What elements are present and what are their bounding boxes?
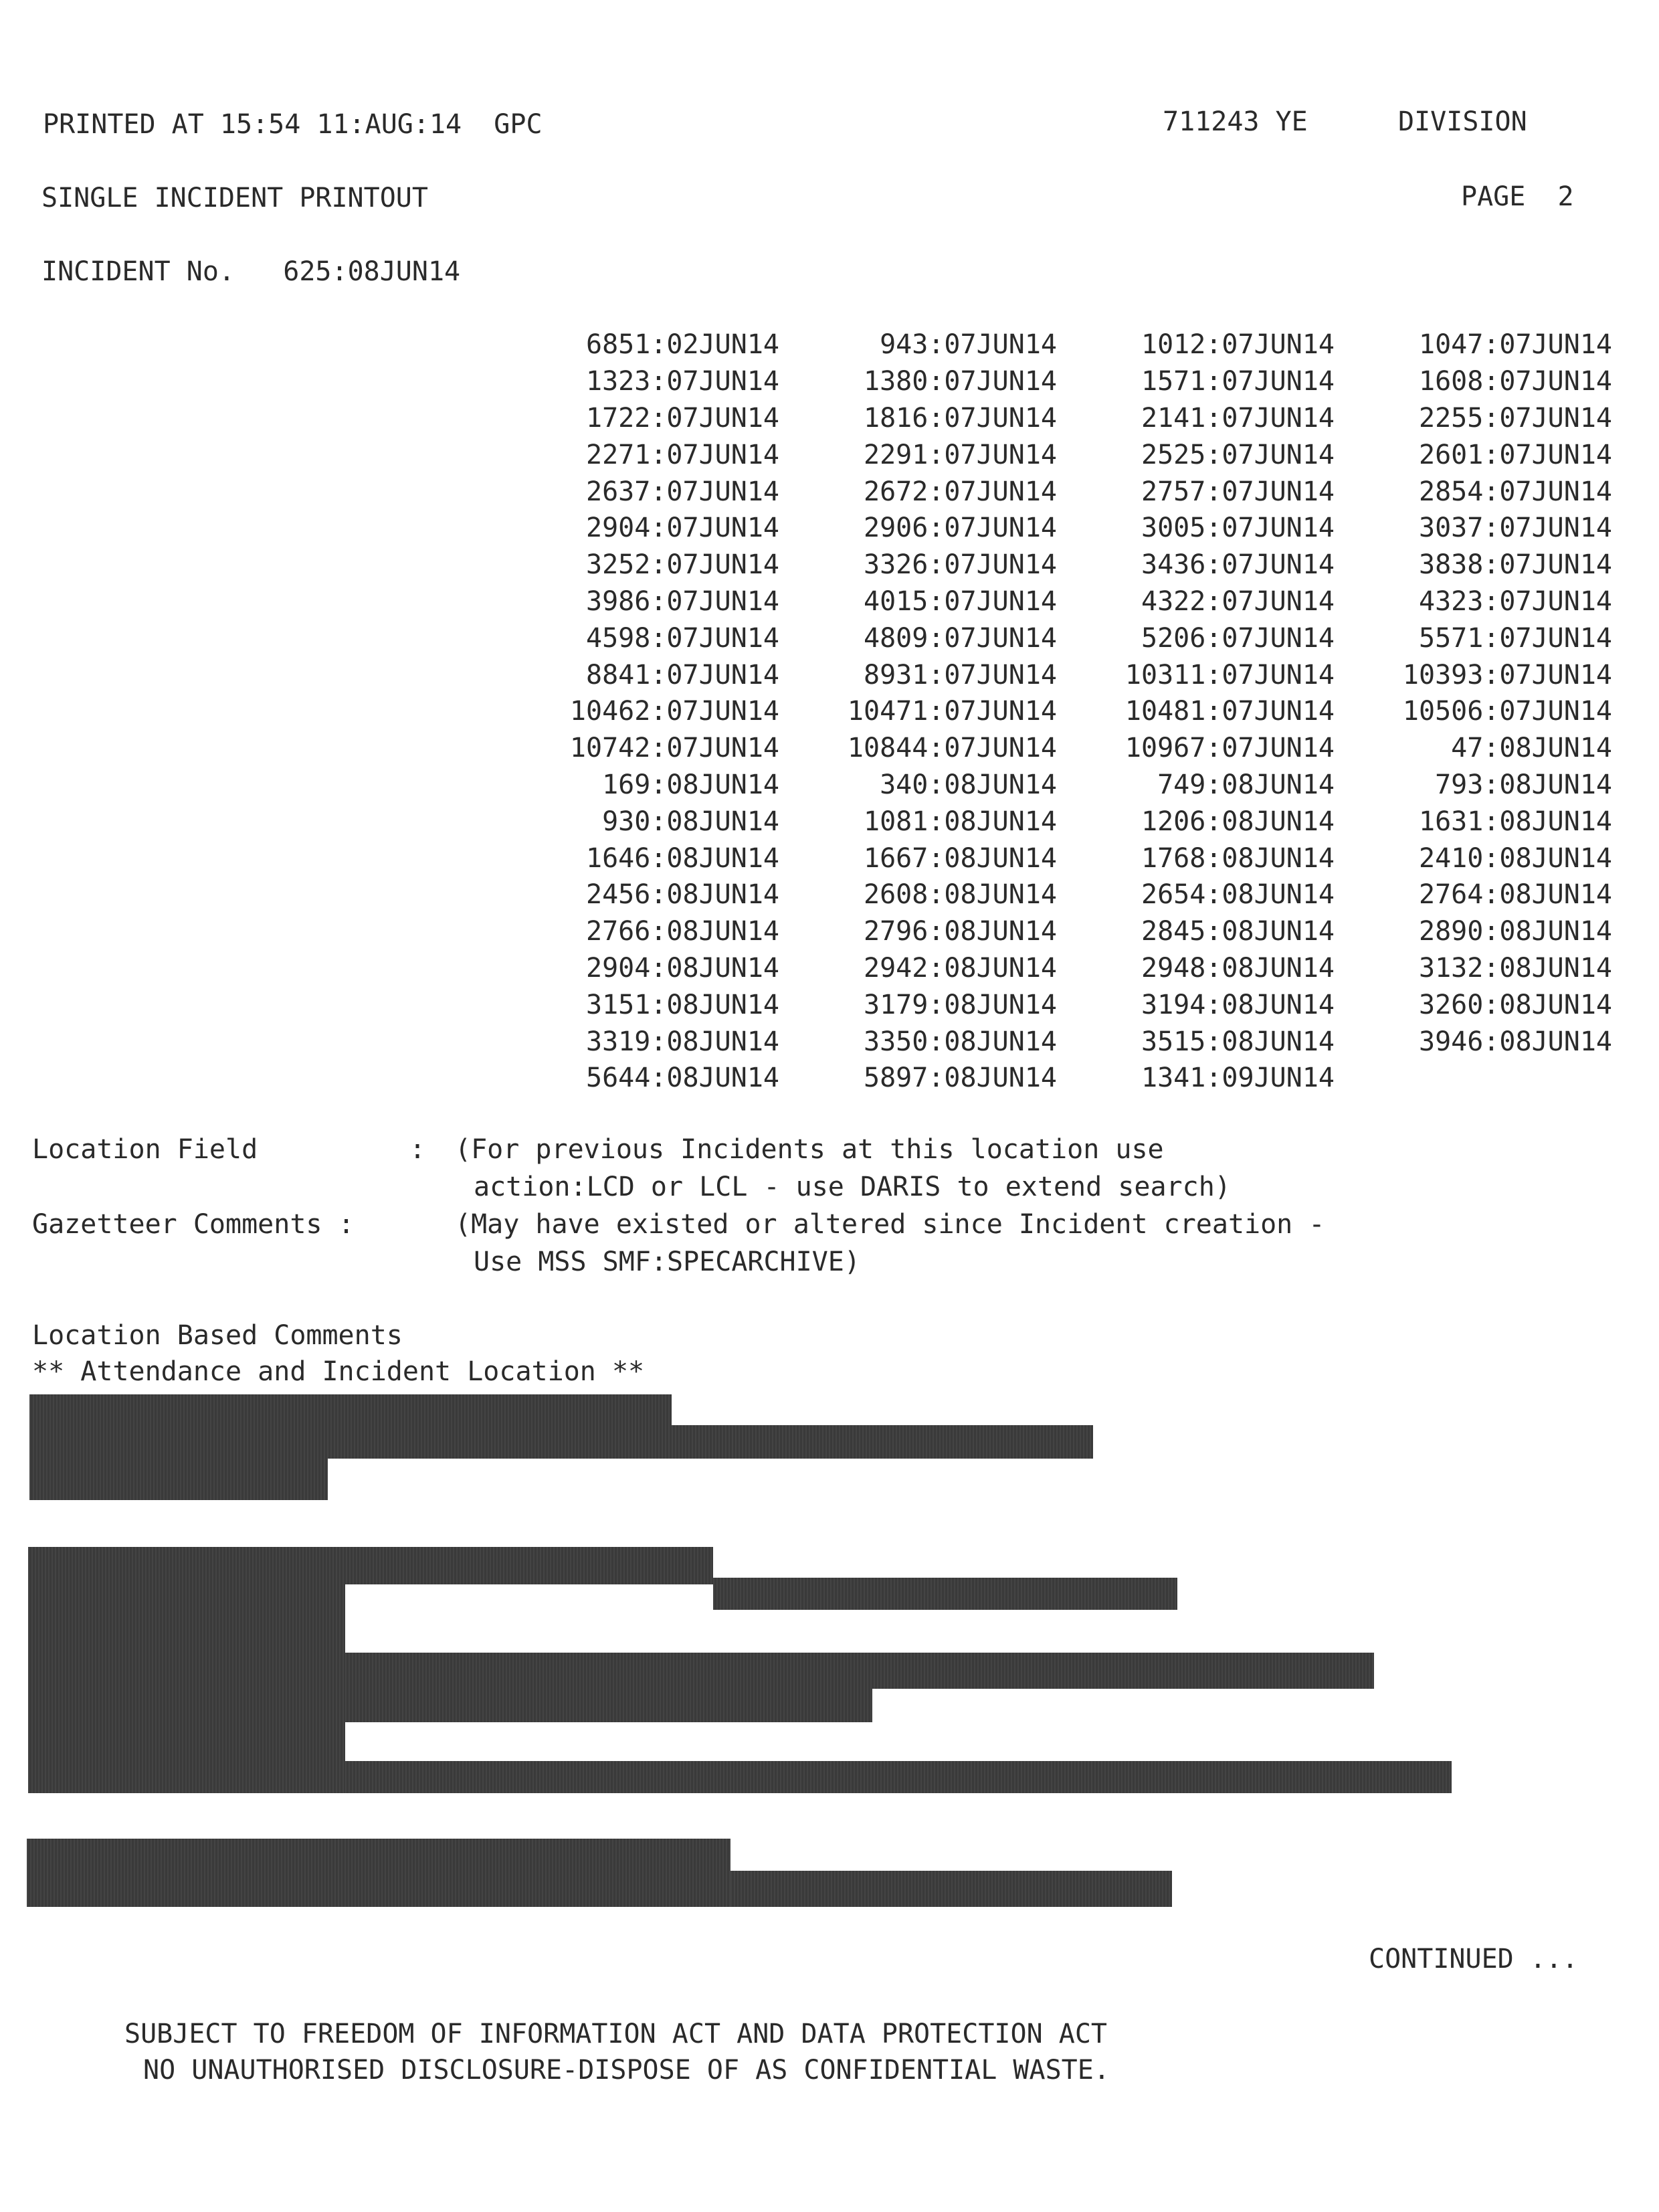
- incident-ref-cell: 10393:07JUN14: [1402, 659, 1612, 690]
- incident-ref-cell: 340:08JUN14: [880, 769, 1057, 800]
- incident-ref-cell: 3260:08JUN14: [1419, 989, 1612, 1020]
- incident-ref-cell: 2904:08JUN14: [586, 952, 779, 984]
- incident-ref-cell: 2271:07JUN14: [586, 439, 779, 470]
- redaction-block: [29, 1459, 328, 1500]
- incident-ref-cell: 1608:07JUN14: [1419, 366, 1612, 397]
- incident-ref-cell: 3350:08JUN14: [864, 1026, 1057, 1057]
- incident-ref-row: [508, 877, 1619, 913]
- incident-ref-cell: 2757:07JUN14: [1141, 476, 1335, 507]
- foi-notice-line1: SUBJECT TO FREEDOM OF INFORMATION ACT AND DATA PROTECTION ACT: [124, 2019, 1108, 2049]
- incident-ref-cell: 10311:07JUN14: [1125, 659, 1335, 690]
- gazetteer-note-line1: (May have existed or altered since Incident creation -: [455, 1209, 1325, 1240]
- incident-ref-cell: 3326:07JUN14: [864, 549, 1057, 581]
- incident-label: INCIDENT No.: [41, 256, 235, 287]
- incident-ref-cell: 2141:07JUN14: [1141, 402, 1335, 434]
- incident-ref-row: [508, 547, 1619, 583]
- incident-ref-cell: 930:08JUN14: [602, 806, 779, 837]
- incident-ref-row: [508, 363, 1619, 400]
- redaction-block: [672, 1425, 1093, 1459]
- incident-ref-cell: 6851:02JUN14: [586, 329, 779, 361]
- incident-ref-cell: 10481:07JUN14: [1125, 696, 1335, 727]
- incident-number: 625:08JUN14: [283, 256, 461, 287]
- incident-ref-cell: 1206:08JUN14: [1141, 806, 1335, 837]
- incident-ref-cell: 1722:07JUN14: [586, 402, 779, 434]
- incident-ref-cell: 3005:07JUN14: [1141, 513, 1335, 544]
- location-field-note-line1: (For previous Incidents at this location use: [455, 1134, 1164, 1165]
- incident-ref-cell: 10967:07JUN14: [1125, 733, 1335, 764]
- attendance-location-heading: ** Attendance and Incident Location **: [32, 1356, 645, 1387]
- incident-ref-cell: 1631:08JUN14: [1419, 806, 1612, 837]
- incident-ref-cell: 2672:07JUN14: [864, 476, 1057, 507]
- incident-ref-cell: 2906:07JUN14: [864, 513, 1057, 544]
- incident-ref-cell: 2948:08JUN14: [1141, 952, 1335, 984]
- incident-ref-cell: 10471:07JUN14: [847, 696, 1057, 727]
- incident-ref-cell: 3252:07JUN14: [586, 549, 779, 581]
- incident-ref-row: [508, 730, 1619, 767]
- location-field-colon: :: [409, 1134, 426, 1165]
- division-label: DIVISION: [1398, 106, 1527, 137]
- redaction-block: [28, 1547, 713, 1584]
- incident-ref-cell: 2654:08JUN14: [1141, 879, 1335, 911]
- incident-reference-table: [508, 327, 1619, 1097]
- incident-ref-row: [508, 656, 1619, 693]
- incident-ref-row: [508, 473, 1619, 510]
- incident-ref-cell: 1323:07JUN14: [586, 366, 779, 397]
- gazetteer-note-line2: Use MSS SMF:SPECARCHIVE): [474, 1247, 860, 1277]
- redaction-block: [29, 1394, 672, 1459]
- incident-ref-cell: 8841:07JUN14: [586, 659, 779, 690]
- incident-ref-cell: 2637:07JUN14: [586, 476, 779, 507]
- incident-ref-cell: 169:08JUN14: [602, 769, 779, 800]
- incident-ref-cell: 4598:07JUN14: [586, 622, 779, 654]
- incident-ref-cell: 3179:08JUN14: [864, 989, 1057, 1020]
- incident-ref-row: [508, 583, 1619, 620]
- incident-ref-row: [508, 803, 1619, 840]
- incident-ref-cell: 2456:08JUN14: [586, 879, 779, 911]
- location-field-note-line2: action:LCD or LCL - use DARIS to extend search): [474, 1172, 1231, 1202]
- incident-ref-cell: 1047:07JUN14: [1419, 329, 1612, 361]
- incident-ref-cell: 2525:07JUN14: [1141, 439, 1335, 470]
- incident-ref-cell: 2854:07JUN14: [1419, 476, 1612, 507]
- incident-ref-row: [508, 1060, 1619, 1097]
- incident-ref-cell: 4323:07JUN14: [1419, 585, 1612, 617]
- redaction-block: [27, 1839, 730, 1907]
- printed-timestamp: PRINTED AT 15:54 11:AUG:14 GPC: [43, 109, 543, 140]
- incident-ref-row: [508, 436, 1619, 473]
- incident-ref-cell: 3319:08JUN14: [586, 1026, 779, 1057]
- page-number: PAGE 2: [1461, 181, 1574, 212]
- page-title: SINGLE INCIDENT PRINTOUT: [41, 183, 428, 213]
- incident-ref-cell: 1081:08JUN14: [864, 806, 1057, 837]
- incident-ref-cell: 943:07JUN14: [880, 329, 1057, 361]
- incident-ref-cell: 3436:07JUN14: [1141, 549, 1335, 581]
- incident-ref-cell: 2764:08JUN14: [1419, 879, 1612, 911]
- incident-ref-row: [508, 1023, 1619, 1060]
- incident-ref-row: [508, 620, 1619, 656]
- incident-ref-row: [508, 400, 1619, 437]
- incident-ref-cell: 2410:08JUN14: [1419, 842, 1612, 874]
- redaction-block: [713, 1578, 1177, 1610]
- location-based-comments-title: Location Based Comments: [32, 1320, 403, 1351]
- gazetteer-comments-label: Gazetteer Comments :: [32, 1209, 355, 1240]
- incident-ref-cell: 3132:08JUN14: [1419, 952, 1612, 984]
- incident-ref-cell: 10742:07JUN14: [569, 733, 779, 764]
- incident-ref-row: [508, 986, 1619, 1023]
- incident-ref-cell: 3515:08JUN14: [1141, 1026, 1335, 1057]
- incident-ref-cell: 2766:08JUN14: [586, 916, 779, 947]
- incident-ref-cell: 4015:07JUN14: [864, 585, 1057, 617]
- incident-ref-row: [508, 913, 1619, 950]
- incident-ref-cell: 3194:08JUN14: [1141, 989, 1335, 1020]
- incident-ref-cell: 2291:07JUN14: [864, 439, 1057, 470]
- incident-ref-cell: 3946:08JUN14: [1419, 1026, 1612, 1057]
- redaction-block: [345, 1689, 872, 1722]
- incident-ref-cell: 3986:07JUN14: [586, 585, 779, 617]
- incident-ref-cell: 5897:08JUN14: [864, 1063, 1057, 1094]
- incident-ref-cell: 2608:08JUN14: [864, 879, 1057, 911]
- incident-ref-row: [508, 950, 1619, 987]
- incident-ref-row: [508, 840, 1619, 877]
- incident-ref-cell: 749:08JUN14: [1157, 769, 1335, 800]
- incident-ref-cell: 4809:07JUN14: [864, 622, 1057, 654]
- incident-ref-cell: 1646:08JUN14: [586, 842, 779, 874]
- incident-ref-cell: 2942:08JUN14: [864, 952, 1057, 984]
- redaction-block: [345, 1761, 1452, 1793]
- incident-ref-cell: 1571:07JUN14: [1141, 366, 1335, 397]
- incident-ref-cell: 2601:07JUN14: [1419, 439, 1612, 470]
- incident-ref-cell: 1667:08JUN14: [864, 842, 1057, 874]
- incident-ref-cell: 10506:07JUN14: [1402, 696, 1612, 727]
- incident-ref-row: [508, 510, 1619, 547]
- incident-ref-cell: 1816:07JUN14: [864, 402, 1057, 434]
- continued-marker: CONTINUED ...: [1369, 1944, 1579, 1974]
- incident-ref-cell: 8931:07JUN14: [864, 659, 1057, 690]
- reference-code: 711243 YE: [1163, 106, 1308, 137]
- incident-ref-cell: 1012:07JUN14: [1141, 329, 1335, 361]
- foi-notice-line2: NO UNAUTHORISED DISCLOSURE-DISPOSE OF AS CONFIDENTIAL WASTE.: [143, 2055, 1110, 2086]
- location-field-label: Location Field: [32, 1134, 258, 1165]
- incident-ref-cell: 3037:07JUN14: [1419, 513, 1612, 544]
- incident-ref-cell: 2845:08JUN14: [1141, 916, 1335, 947]
- incident-ref-cell: 2904:07JUN14: [586, 513, 779, 544]
- incident-ref-cell: 1341:09JUN14: [1141, 1063, 1335, 1094]
- incident-ref-row: [508, 767, 1619, 804]
- redaction-block: [345, 1653, 1374, 1689]
- incident-ref-cell: 5571:07JUN14: [1419, 622, 1612, 654]
- incident-ref-cell: 2890:08JUN14: [1419, 916, 1612, 947]
- incident-ref-cell: 793:08JUN14: [1435, 769, 1612, 800]
- incident-ref-cell: 1768:08JUN14: [1141, 842, 1335, 874]
- incident-ref-cell: 2255:07JUN14: [1419, 402, 1612, 434]
- incident-ref-cell: 5206:07JUN14: [1141, 622, 1335, 654]
- incident-ref-cell: 47:08JUN14: [1451, 733, 1612, 764]
- incident-number-line: [41, 258, 460, 285]
- incident-ref-cell: 10844:07JUN14: [847, 733, 1057, 764]
- incident-ref-cell: 3151:08JUN14: [586, 989, 779, 1020]
- incident-ref-cell: 10462:07JUN14: [569, 696, 779, 727]
- incident-ref-cell: 4322:07JUN14: [1141, 585, 1335, 617]
- incident-ref-cell: 1380:07JUN14: [864, 366, 1057, 397]
- incident-ref-row: [508, 693, 1619, 730]
- incident-ref-cell: 5644:08JUN14: [586, 1063, 779, 1094]
- redaction-block: [28, 1584, 345, 1793]
- incident-ref-cell: 2796:08JUN14: [864, 916, 1057, 947]
- redaction-block: [730, 1871, 1172, 1907]
- incident-ref-row: [508, 327, 1619, 363]
- incident-ref-cell: 3838:07JUN14: [1419, 549, 1612, 581]
